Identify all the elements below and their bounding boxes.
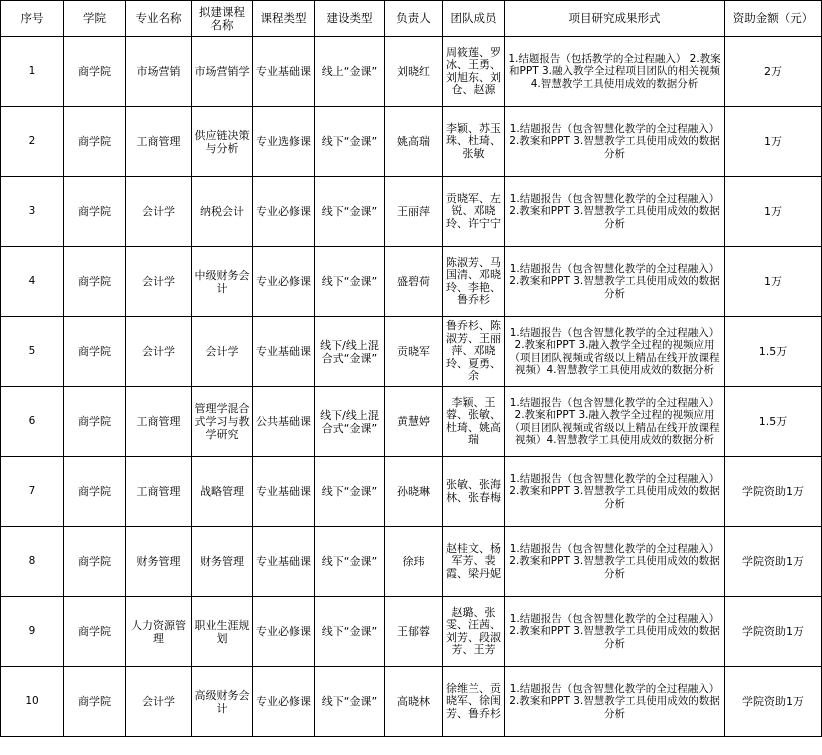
cell-no: 1	[1, 37, 64, 107]
cell-course: 会计学	[192, 317, 253, 387]
table-row	[1, 527, 822, 597]
cell-outcome: 1.结题报告（包含智慧化教学的全过程融入） 2.教案和PPT 3.智慧教学工具使用成效的数据分析	[505, 177, 725, 247]
cell-college: 商学院	[64, 667, 126, 737]
cell-major: 工商管理	[126, 457, 192, 527]
cell-leader: 贡晓军	[385, 317, 443, 387]
cell-leader: 王丽萍	[385, 177, 443, 247]
cell-outcome: 1.结题报告（包含智慧化教学的全过程融入） 2.教案和PPT 3.智慧教学工具使用成效的数据分析	[505, 597, 725, 667]
cell-course: 市场营销学	[192, 37, 253, 107]
header-row	[1, 1, 822, 37]
cell-amount: 1.5万	[725, 317, 822, 387]
header-no: 序号	[1, 1, 64, 37]
cell-amount: 1万	[725, 107, 822, 177]
cell-build-type: 线下“金课”	[315, 667, 385, 737]
cell-team: 张敏、张海林、张春梅	[443, 457, 505, 527]
cell-course: 管理学混合式学习与教学研究	[192, 387, 253, 457]
cell-team: 陈淑芳、马国清、邓晓玲、李艳、鲁乔杉	[443, 247, 505, 317]
cell-build-type: 线下/线上混合式“金课”	[315, 387, 385, 457]
cell-no: 6	[1, 387, 64, 457]
cell-course-type: 专业必修课	[253, 177, 315, 247]
table-row	[1, 317, 822, 387]
header-outcome: 项目研究成果形式	[505, 1, 725, 37]
table-row	[1, 107, 822, 177]
cell-amount: 2万	[725, 37, 822, 107]
header-leader: 负责人	[385, 1, 443, 37]
header-team: 团队成员	[443, 1, 505, 37]
cell-college: 商学院	[64, 247, 126, 317]
cell-outcome: 1.结题报告（包含智慧化教学的全过程融入） 2.教案和PPT 3.融入教学全过程的视频应用（项目团队视频或省级以上精品在线开放课程视频）4.智慧教学工具使用成效的数据分析	[505, 317, 725, 387]
header-college: 学院	[64, 1, 126, 37]
header-build-type: 建设类型	[315, 1, 385, 37]
cell-team: 徐维兰、贡晓军、徐闺芳、鲁乔杉	[443, 667, 505, 737]
cell-leader: 刘晓红	[385, 37, 443, 107]
cell-amount: 1万	[725, 247, 822, 317]
cell-team: 李颖、王蓉、张敏、杜琦、姚高瑞	[443, 387, 505, 457]
cell-no: 2	[1, 107, 64, 177]
cell-major: 工商管理	[126, 387, 192, 457]
cell-course: 战略管理	[192, 457, 253, 527]
cell-build-type: 线下“金课”	[315, 597, 385, 667]
header-course: 拟建课程名称	[192, 1, 253, 37]
cell-no: 8	[1, 527, 64, 597]
table-row	[1, 457, 822, 527]
cell-major: 人力资源管理	[126, 597, 192, 667]
cell-course-type: 专业必修课	[253, 247, 315, 317]
header-amount: 资助金额（元）	[725, 1, 822, 37]
table-row	[1, 597, 822, 667]
cell-college: 商学院	[64, 317, 126, 387]
table-row	[1, 247, 822, 317]
cell-no: 7	[1, 457, 64, 527]
cell-build-type: 线下“金课”	[315, 247, 385, 317]
cell-major: 会计学	[126, 177, 192, 247]
cell-amount: 学院资助1万	[725, 597, 822, 667]
cell-course: 中级财务会计	[192, 247, 253, 317]
cell-college: 商学院	[64, 457, 126, 527]
header-major: 专业名称	[126, 1, 192, 37]
cell-course: 高级财务会计	[192, 667, 253, 737]
table-row	[1, 387, 822, 457]
cell-major: 工商管理	[126, 107, 192, 177]
cell-leader: 姚高瑞	[385, 107, 443, 177]
cell-build-type: 线上“金课”	[315, 37, 385, 107]
cell-college: 商学院	[64, 387, 126, 457]
cell-amount: 学院资助1万	[725, 527, 822, 597]
cell-no: 9	[1, 597, 64, 667]
cell-leader: 徐玮	[385, 527, 443, 597]
cell-amount: 1万	[725, 177, 822, 247]
table-row	[1, 667, 822, 737]
cell-course-type: 专业必修课	[253, 597, 315, 667]
cell-build-type: 线下“金课”	[315, 107, 385, 177]
cell-build-type: 线下/线上混合式“金课”	[315, 317, 385, 387]
cell-course: 财务管理	[192, 527, 253, 597]
cell-course-type: 专业基础课	[253, 317, 315, 387]
cell-course-type: 公共基础课	[253, 387, 315, 457]
table-row	[1, 37, 822, 107]
cell-leader: 孙晓琳	[385, 457, 443, 527]
cell-college: 商学院	[64, 107, 126, 177]
cell-course-type: 专业选修课	[253, 107, 315, 177]
cell-amount: 学院资助1万	[725, 457, 822, 527]
cell-no: 3	[1, 177, 64, 247]
cell-outcome: 1.结题报告（包含智慧化教学的全过程融入） 2.教案和PPT 3.智慧教学工具使用成效的数据分析	[505, 107, 725, 177]
cell-team: 赵璐、张雯、汪茜、刘芳、段淑芳、王芳	[443, 597, 505, 667]
cell-course-type: 专业必修课	[253, 667, 315, 737]
cell-team: 鲁乔杉、陈淑芳、王丽萍、邓晓玲、夏勇、余	[443, 317, 505, 387]
cell-outcome: 1.结题报告（包括教学的全过程融入） 2.教案和PPT 3.融入教学全过程项目团队的相关视频 4.智慧教学工具使用成效的数据分析	[505, 37, 725, 107]
cell-major: 会计学	[126, 667, 192, 737]
cell-team: 赵桂文、杨军芳、裴霞、梁丹妮	[443, 527, 505, 597]
cell-team: 周筱莲、罗冰、王勇、刘旭东、刘仓、赵源	[443, 37, 505, 107]
cell-outcome: 1.结题报告（包含智慧化教学的全过程融入） 2.教案和PPT 3.智慧教学工具使用成效的数据分析	[505, 457, 725, 527]
cell-leader: 高晓林	[385, 667, 443, 737]
cell-college: 商学院	[64, 527, 126, 597]
cell-major: 财务管理	[126, 527, 192, 597]
cell-build-type: 线下“金课”	[315, 177, 385, 247]
cell-team: 李颖、苏玉珠、杜琦、张敏	[443, 107, 505, 177]
cell-leader: 王郁蓉	[385, 597, 443, 667]
cell-no: 10	[1, 667, 64, 737]
cell-major: 市场营销	[126, 37, 192, 107]
cell-course: 供应链决策与分析	[192, 107, 253, 177]
cell-course-type: 专业基础课	[253, 527, 315, 597]
cell-leader: 盛碧荷	[385, 247, 443, 317]
cell-outcome: 1.结题报告（包含智慧化教学的全过程融入） 2.教案和PPT 3.智慧教学工具使用成效的数据分析	[505, 247, 725, 317]
header-course-type: 课程类型	[253, 1, 315, 37]
cell-outcome: 1.结题报告（包含智慧化教学的全过程融入） 2.教案和PPT 3.智慧教学工具使用成效的数据分析	[505, 667, 725, 737]
cell-team: 贡晓军、左锐、邓晓玲、许宁宁	[443, 177, 505, 247]
cell-build-type: 线下“金课”	[315, 457, 385, 527]
cell-no: 5	[1, 317, 64, 387]
cell-amount: 学院资助1万	[725, 667, 822, 737]
cell-course-type: 专业基础课	[253, 37, 315, 107]
cell-major: 会计学	[126, 317, 192, 387]
cell-college: 商学院	[64, 177, 126, 247]
cell-outcome: 1.结题报告（包含智慧化教学的全过程融入） 2.教案和PPT 3.融入教学全过程的视频应用（项目团队视频或省级以上精品在线开放课程视频）4.智慧教学工具使用成效的数据分析	[505, 387, 725, 457]
cell-course-type: 专业基础课	[253, 457, 315, 527]
cell-leader: 黄慧婷	[385, 387, 443, 457]
cell-no: 4	[1, 247, 64, 317]
cell-course: 职业生涯规划	[192, 597, 253, 667]
cell-build-type: 线下“金课”	[315, 527, 385, 597]
cell-major: 会计学	[126, 247, 192, 317]
cell-outcome: 1.结题报告（包含智慧化教学的全过程融入） 2.教案和PPT 3.智慧教学工具使用成效的数据分析	[505, 527, 725, 597]
cell-amount: 1.5万	[725, 387, 822, 457]
cell-college: 商学院	[64, 37, 126, 107]
cell-college: 商学院	[64, 597, 126, 667]
table-row	[1, 177, 822, 247]
cell-course: 纳税会计	[192, 177, 253, 247]
